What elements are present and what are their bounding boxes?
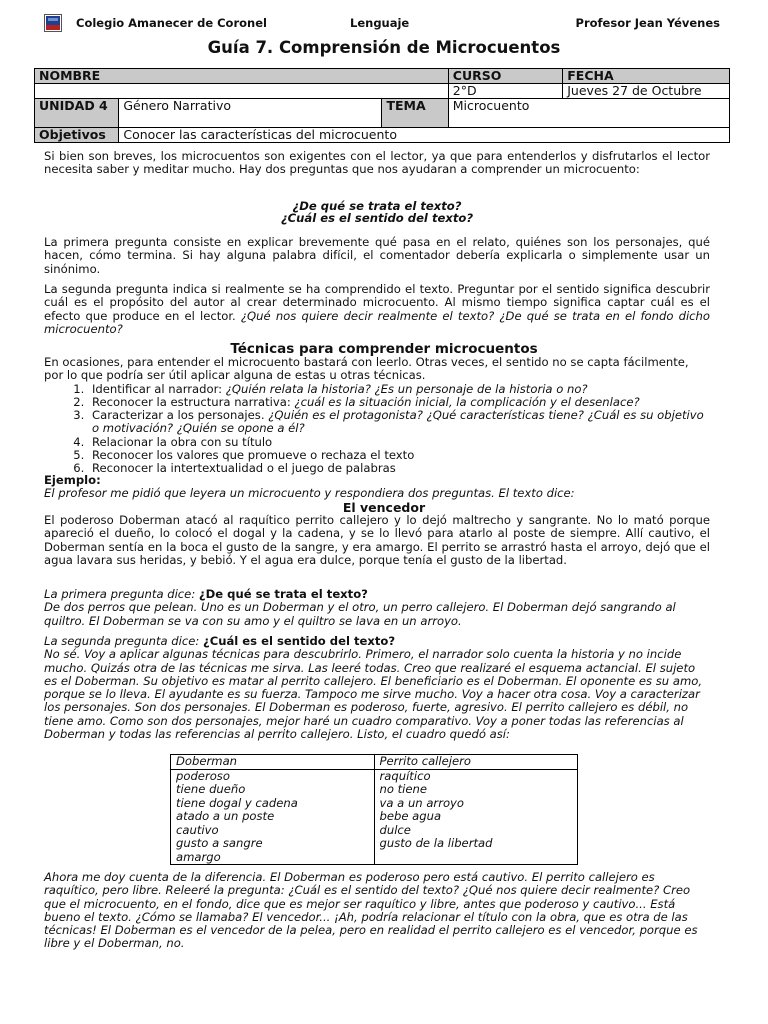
table-row: tiene dueño no tiene [171,783,578,797]
tema-label: TEMA [382,99,448,128]
info-table [34,68,730,143]
technique-item: 5. Reconocer los valores que promueve o rechaza el texto [88,449,710,462]
paragraph-second-question-text: La segunda pregunta indica si realmente se ha comprendido el texto. Preguntar por el sentido significa descubrir cuál es el propósito del autor al crear determinado microcuento. Al mismo tiempo significa captar cuál es el efecto que produce en el lector. [44,282,710,323]
comparison-header-doberman: Doberman [171,755,375,770]
guiding-question-2: ¿Cuál es el sentido del texto? [280,211,474,225]
techniques-section [44,356,710,476]
objetivos-label: Objetivos [35,128,119,143]
question-2-text: ¿Cuál es el sentido del texto? [202,634,396,648]
fecha-label: FECHA [563,69,730,84]
unidad-label: UNIDAD 4 [35,99,119,128]
worksheet-title: Guía 7. Comprensión de Microcuentos [207,38,561,57]
subject-name: Lenguaje [350,16,410,30]
guiding-question-1: ¿De qué se trata el texto? [292,199,462,213]
table-row: gusto a sangre gusto de la libertad [171,837,578,851]
technique-item: 3. Caracterizar a los personajes. ¿Quién es el protagonista? ¿Qué características tiene? ¿Cuál es su objetivo o motivación? ¿Quién se opone a él? [88,409,710,436]
story-text: El poderoso Doberman atacó al raquítico perrito callejero y lo dejó maltrecho y sangrante. No lo mató porque apareció el dueño, lo colocó el dogal y la cadena, y se lo llevó para atarlo al poste de siempre. Allí cautivo, el Doberman sentía en la boca el gusto de la sangre, y era amargo. El perrito se arrastró hasta el arroyo, dejó que el agua lavara sus heridas, y bebió. Y el agua era dulce, porque tenía el gusto de la libertad. [44,513,710,567]
technique-item: 1. Identificar al narrador: ¿Quién relata la historia? ¿Es un personaje de la historia o no? [88,383,710,396]
question-1-text: ¿De qué se trata el texto? [198,587,368,601]
school-logo-icon [44,14,62,32]
table-row: atado a un poste bebe agua [171,810,578,824]
example-intro: El profesor me pidió que leyera un microcuento y respondiera dos preguntas. El texto dice: [44,486,575,500]
question-2-answer: No sé. Voy a aplicar algunas técnicas para descubrirlo. Primero, el narrador solo cuenta la historia y no incide mucho. Quizás otra de las técnicas me sirva. Las leeré todas. Creo que realizaré el esquema actancial. El sujeto es el Doberman. Su objetivo es matar al perrito callejero. El beneficiario es el Doberman. El oponente es su amo, porque se lo lleva. El ayudante es su fuerza. Tampoco me sirve mucho. Voy a hacer otra cosa. Voy a caracterizar los personajes. Son dos personajes. El Doberman es poderoso, fuerte, agresivo. El perrito callejero es débil, no tiene amo. Como son dos personajes, mejor haré un cuadro comparativo. Voy a poner todas las referencias al Doberman y todas las referencias al perrito callejero. Listo, el cuadro quedó así: [44,647,703,742]
paragraph-second-question-italic: ¿Qué nos quiere decir realmente el texto? ¿De qué se trata en el fondo dicho microcuento? [44,308,710,336]
objetivos-value: Conocer las características del microcuento [119,128,730,143]
fecha-value: Jueves 27 de Octubre [563,84,730,99]
example-label: Ejemplo: [44,473,101,487]
question-1-prefix: La primera pregunta dice: [44,587,199,601]
unidad-value: Género Narrativo [119,99,382,128]
paragraph-first-question: La primera pregunta consiste en explicar brevemente qué pasa en el relato, quiénes son los personajes, qué hacen, cómo termina. Si hay alguna palabra difícil, el comentador debería explicarla o simplemente usar un sinónimo. [44,235,710,276]
question-1-answer: De dos perros que pelean. Uno es un Doberman y el otro, un perro callejero. El Doberman dejó sangrando al quiltro. El Doberman se va con su amo y el quiltro se lava en un arroyo. [44,600,676,628]
technique-item: 2. Reconocer la estructura narrativa: ¿cuál es la situación inicial, la complicación y el desenlace? [88,396,710,409]
nombre-label: NOMBRE [35,69,449,84]
curso-label: CURSO [448,69,562,84]
story-title: El vencedor [342,500,426,515]
comparison-header-perrito: Perrito callejero [374,755,578,770]
table-row: amargo [171,851,578,865]
techniques-title: Técnicas para comprender microcuentos [230,341,538,357]
question-1-block [44,588,710,628]
tema-value: Microcuento [448,99,729,128]
technique-item: 4. Relacionar la obra con su título [88,436,710,449]
question-2-block [44,635,710,741]
conclusion-paragraph: Ahora me doy cuenta de la diferencia. El Doberman es poderoso pero está cautivo. El perrito callejero es raquítico, pero libre. Releeré la pregunta: ¿Cuál es el sentido del texto? ¿Qué nos quiere decir realmente? Creo que el microcuento, en el fondo, dice que es mejor ser raquítico y libre, antes que poderoso y cautivo... Está bueno el texto. ¿Cómo se llamaba? El vencedor... ¡Ah, podría relacionar el título con la obra, que es otra de las técnicas! El Doberman es el vencedor de la pelea, pero en realidad el perrito callejero es el vencedor, porque es libre y el Doberman, no. [44,870,698,951]
paragraph-second-question [44,283,710,336]
techniques-intro: En ocasiones, para entender el microcuento bastará con leerlo. Otras veces, el sentido no se capta fácilmente, por lo que podría ser útil aplicar alguna de estas u otras técnicas. [44,355,689,383]
table-row: poderoso raquítico [171,769,578,783]
page-header [44,14,720,34]
techniques-list [44,383,710,476]
question-2-prefix: La segunda pregunta dice: [44,634,203,648]
technique-item: 6. Reconocer la intertextualidad o el juego de palabras [88,462,710,475]
intro-paragraph: Si bien son breves, los microcuentos son exigentes con el lector, ya que para entenderlos y disfrutarlos el lector necesita saber y meditar mucho. Hay dos preguntas que nos ayudaran a comprender un microcuento: [44,149,710,177]
teacher-name: Profesor Jean Yévenes [575,16,720,30]
table-row: tiene dogal y cadena va a un arroyo [171,797,578,811]
nombre-field[interactable] [35,84,449,99]
curso-value: 2°D [448,84,562,99]
school-name: Colegio Amanecer de Coronel [76,16,267,30]
table-row: cautivo dulce [171,824,578,838]
comparison-table [170,754,578,865]
